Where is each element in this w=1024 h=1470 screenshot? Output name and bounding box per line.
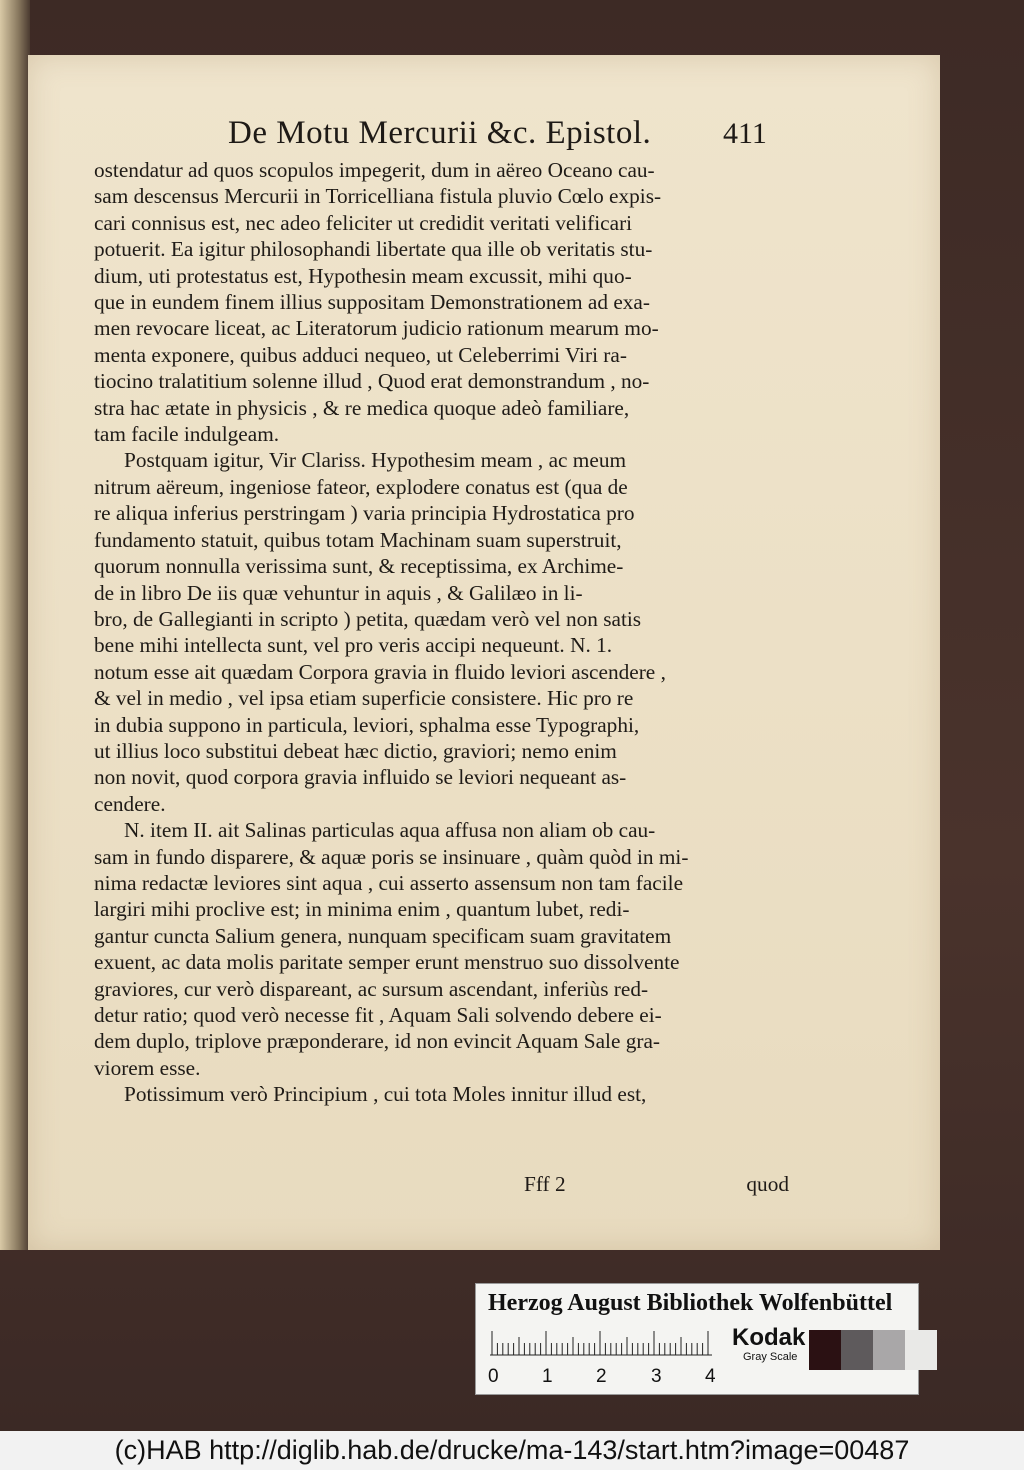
text-line: ut illius loco substitui debeat hæc dictio, graviori; nemo enim — [94, 738, 617, 763]
page-number: 411 — [723, 117, 767, 150]
text-line: stra hac ætate in physicis , & re medica quoque adeò familiare, — [94, 395, 630, 420]
swatch — [873, 1330, 905, 1370]
ruler-number: 3 — [651, 1366, 662, 1387]
text-line: bro, de Gallegianti in scripto ) petita, quædam verò vel non satis — [94, 606, 642, 631]
book-edge — [0, 0, 30, 1250]
text-line: menta exponere, quibus adduci nequeo, ut Celeberrimi Viri ra- — [94, 342, 627, 367]
text-line: in dubia suppono in particula, leviori, sphalma esse Typographi, — [94, 712, 640, 737]
paragraph-1 — [94, 157, 789, 447]
text-line: largiri mihi proclive est; in minima enim , quantum lubet, redi- — [94, 897, 630, 922]
color-calibration-card — [475, 1283, 919, 1395]
text-line: sam descensus Mercurii in Torricelliana fistula pluvio Cœlo expis- — [94, 184, 662, 209]
text-line: N. item II. ait Salinas particulas aqua affusa non aliam ob cau- — [124, 818, 656, 843]
text-line: bene mihi intellecta sunt, vel pro veris accipi nequeunt. N. 1. — [94, 633, 613, 658]
text-line: nitrum aëreum, ingeniose fateor, explodere conatus est (qua de — [94, 474, 628, 499]
swatch — [809, 1330, 841, 1370]
swatch — [841, 1330, 873, 1370]
gray-swatches — [809, 1330, 937, 1370]
text-line: tam facile indulgeam. — [94, 422, 280, 447]
ruler-number: 4 — [705, 1366, 716, 1387]
text-line: ostendatur ad quos scopulos impegerit, dum in aëreo Oceano cau- — [94, 158, 655, 182]
text-line: fundamento statuit, quibus totam Machinam suam superstruit, — [94, 527, 622, 552]
body-text — [94, 157, 789, 1108]
text-line: re aliqua inferius perstringam ) varia principia Hydrostatica pro — [94, 501, 635, 526]
text-line: men revocare liceat, ac Literatorum judicio rationum mearum mo- — [94, 316, 659, 341]
text-line: notum esse ait quædam Corpora gravia in fluido leviori ascendere , — [94, 659, 666, 684]
text-line: nima redactæ leviores sint aqua , cui asserto assensum non tam facile — [94, 870, 684, 895]
gray-scale-label: Gray Scale — [743, 1351, 798, 1363]
ruler-number: 2 — [596, 1366, 607, 1387]
text-line: potuerit. Ea igitur philosophandi libertate qua ille ob veritatis stu- — [94, 237, 653, 262]
text-line: que in eundem finem illius suppositam Demonstrationem ad exa- — [94, 290, 650, 315]
swatch — [905, 1330, 937, 1370]
book-page — [28, 55, 940, 1250]
running-head — [28, 115, 940, 155]
text-line: cendere. — [94, 791, 166, 816]
ruler-icon — [490, 1330, 712, 1356]
text-line: sam in fundo disparere, & aquæ poris se insinuare , quàm quòd in mi- — [94, 844, 689, 869]
text-line: graviores, cur verò dispareant, ac sursum ascendant, inferiùs red- — [94, 976, 649, 1001]
text-line: de in libro De iis quæ vehuntur in aquis , & Galilæo in li- — [94, 580, 583, 605]
text-line: tiocino tralatitium solenne illud , Quod erat demonstrandum , no- — [94, 369, 650, 394]
text-line: quorum nonnulla verissima sunt, & receptissima, ex Archime- — [94, 554, 624, 579]
ruler-numbers — [488, 1366, 728, 1388]
paragraph-2 — [94, 447, 789, 817]
text-line: cari connisus est, nec adeo feliciter ut credidit veritati velificari — [94, 210, 633, 235]
library-name: Herzog August Bibliothek Wolfenbüttel — [488, 1290, 893, 1316]
text-line: gantur cuncta Salium genera, nunquam specificam suam gravitatem — [94, 923, 672, 948]
source-url[interactable]: (c)HAB http://diglib.hab.de/drucke/ma-143/start.htm?image=00487 — [0, 1431, 1024, 1470]
text-line: viorem esse. — [94, 1055, 201, 1080]
signature-mark: Fff 2 — [524, 1172, 566, 1196]
ruler-number: 0 — [488, 1366, 499, 1387]
text-line: & vel in medio , vel ipsa etiam superficie consistere. Hic pro re — [94, 686, 634, 711]
text-line: Potissimum verò Principium , cui tota Moles innitur illud est, — [124, 1082, 647, 1107]
text-line: dium, uti protestatus est, Hypothesin meam excussit, mihi quo- — [94, 263, 632, 288]
paragraph-3 — [94, 817, 789, 1081]
text-line: dem duplo, triplove præponderare, id non evincit Aquam Sale gra- — [94, 1029, 660, 1054]
paragraph-4 — [94, 1081, 789, 1107]
text-line: exuent, ac data molis paritate semper erunt menstruo suo dissolvente — [94, 950, 680, 975]
text-line: detur ratio; quod verò necesse fit , Aquam Sali solvendo debere ei- — [94, 1003, 662, 1027]
ruler-number: 1 — [542, 1366, 553, 1387]
catchword: quod — [746, 1172, 789, 1196]
text-line: non novit, quod corpora gravia influido se leviori nequeant as- — [94, 765, 627, 790]
text-line: Postquam igitur, Vir Clariss. Hypothesim meam , ac meum — [124, 448, 627, 473]
kodak-logo: Kodak — [732, 1324, 806, 1351]
running-title: De Motu Mercurii &c. Epistol. — [228, 115, 652, 151]
